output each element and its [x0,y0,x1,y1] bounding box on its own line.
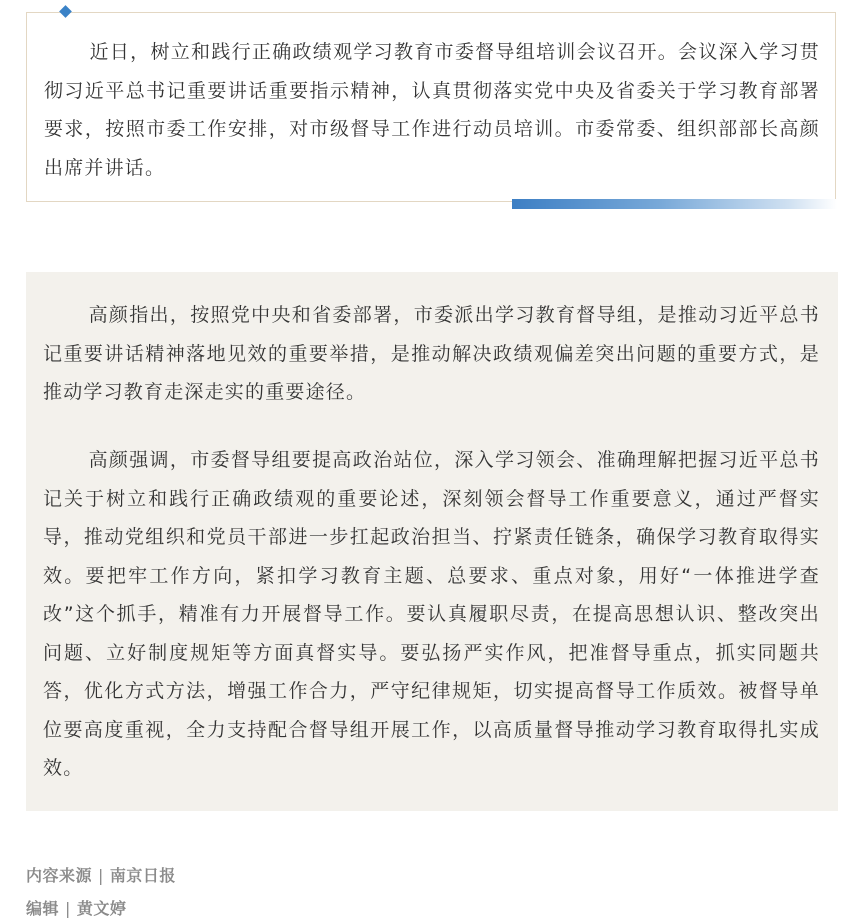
separator: | [98,866,104,885]
source-label: 内容来源 [26,866,93,885]
intro-card [26,12,836,202]
body-paragraph: 高颜指出，按照党中央和省委部署，市委派出学习教育督导组，是推动习近平总书记重要讲话精神落地见效的重要举措，是推动解决政绩观偏差突出问题的重要方式，是推动学习教育走深走实的重要途径。 [43,304,820,403]
separator: | [65,899,71,918]
editor-value: 黄文婷 [76,899,127,918]
editor-line [26,896,126,919]
source-value: 南京日报 [109,866,176,885]
editor-label: 编辑 [26,899,60,918]
intro-paragraph: 近日，树立和践行正确政绩观学习教育市委督导组培训会议召开。会议深入学习贯彻习近平总书记重要讲话重要指示精神，认真贯彻落实党中央及省委关于学习教育部署要求，按照市委工作安排，对市级督导工作进行动员培训。市委常委、组织部部长高颜出席并讲话。 [44,41,820,179]
content-source-line [26,863,176,886]
gradient-accent-bar [512,199,837,209]
body-paragraph: 高颜强调，市委督导组要提高政治站位，深入学习领会、准确理解把握习近平总书记关于树立和践行正确政绩观的重要论述，深刻领会督导工作重要意义，通过严督实导，推动党组织和党员干部进一步扛起政治担当、拧紧责任链条，确保学习教育取得实效。要把牢工作方向，紧扣学习教育主题、总要求、重点对象，用好“一体推进学查改”这个抓手，精准有力开展督导工作。要认真履职尽责，在提高思想认识、整改突出问题、立好制度规矩等方面真督实导。要弘扬严实作风，把准督导重点，抓实同题共答，优化方式方法，增强工作合力，严守纪律规矩，切实提高督导工作质效。被督导单位要高度重视，全力支持配合督导组开展工作，以高质量督导推动学习教育取得扎实成效。 [43,449,820,779]
